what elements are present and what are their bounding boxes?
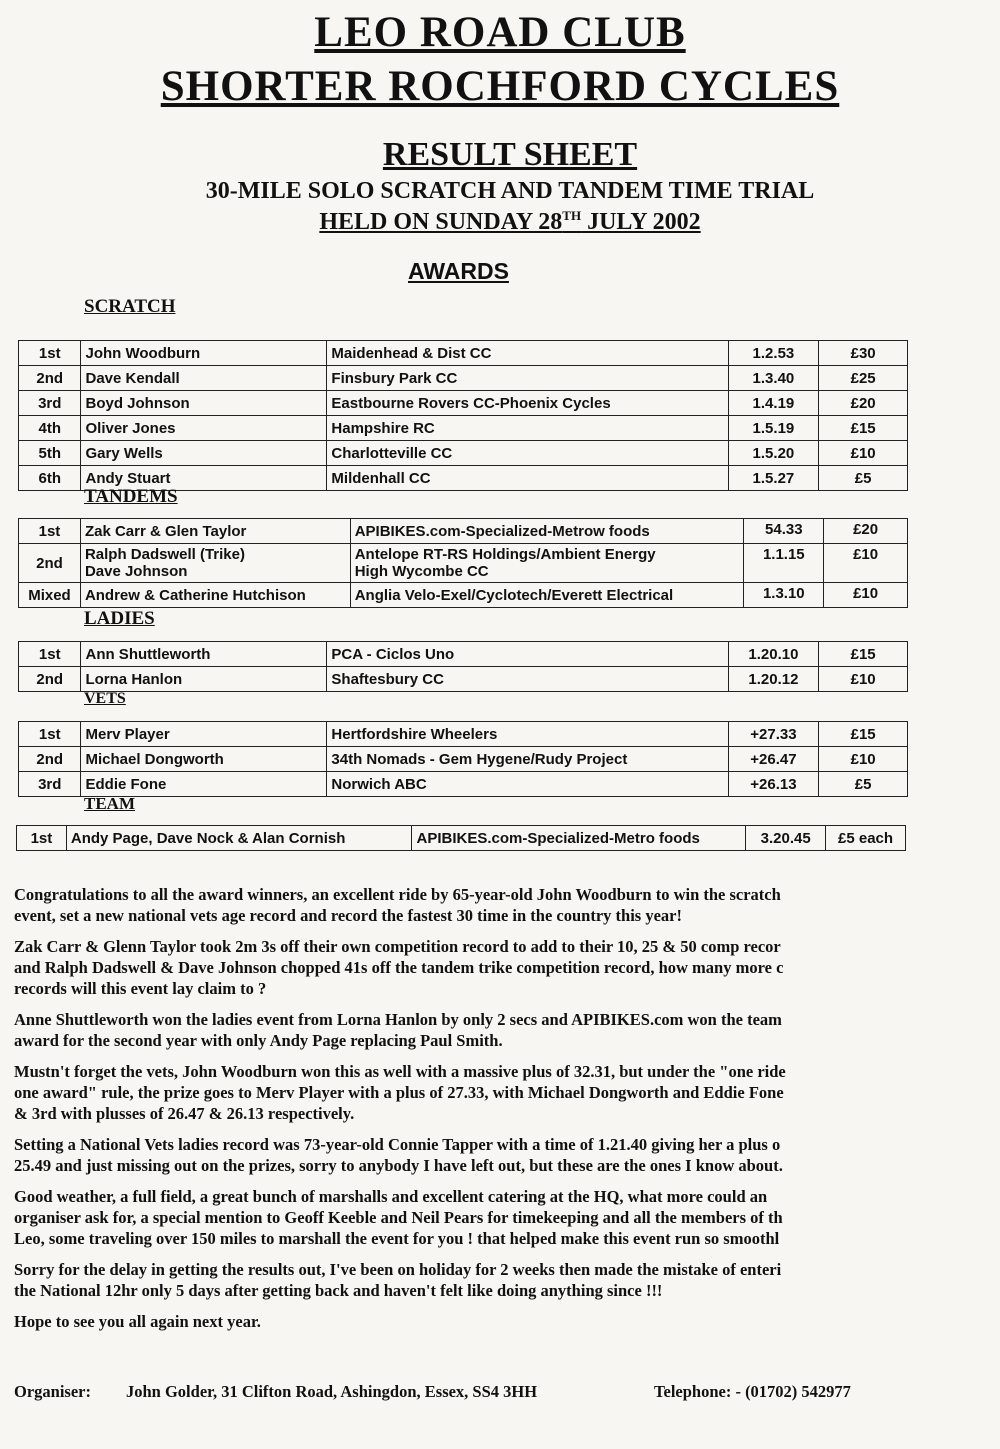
team-club: APIBIKES.com-Specialized-Metro foods [412, 826, 746, 851]
tandems-table [18, 518, 908, 608]
vets-table [18, 721, 908, 797]
prize-cell: £20 [824, 519, 908, 544]
table-row [19, 642, 908, 667]
commentary-paragraph [14, 1134, 984, 1176]
rider-name: Zak Carr & Glen Taylor [84, 522, 247, 540]
event-date [10, 208, 1000, 236]
club-cell: Finsbury Park CC [327, 366, 728, 391]
commentary-line: Hope to see you all again next year. [14, 1312, 261, 1331]
rider-cell: Boyd Johnson [81, 391, 327, 416]
organiser-phone: Telephone: - (01702) 542977 [654, 1382, 851, 1401]
table-row [19, 667, 908, 692]
rider-cell [80, 583, 350, 608]
table-row [19, 583, 908, 608]
club-cell [350, 583, 744, 608]
awards-heading: AWARDS [408, 258, 509, 284]
commentary-line: 25.49 and just missing out on the prizes, sorry to anybody I have left out, but these are the ones I know about. [14, 1156, 783, 1175]
commentary-paragraph [14, 1259, 984, 1301]
commentary-paragraph [14, 1009, 984, 1051]
club-name: Antelope RT-RS Holdings/Ambient Energy [354, 546, 656, 563]
time-cell: +26.47 [728, 747, 819, 772]
position-cell: 2nd [19, 667, 81, 692]
team-heading: TEAM [84, 794, 135, 813]
commentary-paragraph [14, 1061, 984, 1124]
rider-name: Ralph Dadswell (Trike) [84, 546, 245, 563]
prize-cell: £15 [819, 642, 908, 667]
rider-cell: Oliver Jones [81, 416, 327, 441]
rider-cell: Michael Dongworth [81, 747, 327, 772]
team-position: 1st [17, 826, 67, 851]
position-cell: 5th [19, 441, 81, 466]
table-row [17, 826, 906, 851]
club-cell: 34th Nomads - Gem Hygene/Rudy Project [327, 747, 728, 772]
vets-heading: VETS [84, 690, 126, 707]
commentary-line: organiser ask for, a special mention to Geoff Keeble and Neil Pears for timekeeping and all the members of th [14, 1208, 783, 1227]
organiser-label: Organiser: [14, 1382, 91, 1401]
sponsor-title: SHORTER ROCHFORD CYCLES [160, 63, 840, 110]
club-cell: Hampshire RC [327, 416, 728, 441]
rider-cell: Dave Kendall [81, 366, 327, 391]
table-row [19, 747, 908, 772]
event-date-sup: TH [562, 208, 582, 223]
time-cell: 1.3.40 [728, 366, 819, 391]
commentary-line: the National 12hr only 5 days after getting back and haven't felt like doing anything since !!! [14, 1281, 663, 1300]
position-cell: 4th [19, 416, 81, 441]
prize-cell: £15 [819, 722, 908, 747]
time-cell: +26.13 [728, 772, 819, 797]
rider-cell [80, 544, 350, 583]
commentary-line: Sorry for the delay in getting the results out, I've been on holiday for 2 weeks then made the mistake of enteri [14, 1260, 782, 1279]
club-cell: Charlotteville CC [327, 441, 728, 466]
team-time: 3.20.45 [746, 826, 826, 851]
club-cell: Shaftesbury CC [327, 667, 728, 692]
table-row [19, 366, 908, 391]
team-table [16, 825, 906, 851]
club-name: APIBIKES.com-Specialized-Metrow foods [354, 522, 650, 540]
club-cell: PCA - Ciclos Uno [327, 642, 728, 667]
prize-cell: £10 [819, 747, 908, 772]
club-cell: Norwich ABC [327, 772, 728, 797]
commentary-line: Good weather, a full field, a great bunch of marshalls and excellent catering at the HQ, what more could an [14, 1187, 768, 1206]
position-cell: 2nd [19, 366, 81, 391]
commentary-line: Setting a National Vets ladies record was 73-year-old Connie Tapper with a time of 1.21.40 giving her a plus o [14, 1135, 781, 1154]
position-cell: 3rd [19, 772, 81, 797]
rider-cell: John Woodburn [81, 341, 327, 366]
prize-cell: £5 [819, 772, 908, 797]
prize-cell: £10 [819, 667, 908, 692]
commentary-line: & 3rd with plusses of 26.47 & 26.13 respectively. [14, 1104, 355, 1123]
prize-cell: £25 [819, 366, 908, 391]
prize-cell: £20 [819, 391, 908, 416]
commentary-line: Anne Shuttleworth won the ladies event from Lorna Hanlon by only 2 secs and APIBIKES.com won the team [14, 1010, 782, 1029]
prize-cell: £30 [819, 341, 908, 366]
table-row [19, 391, 908, 416]
club-title: LEO ROAD CLUB [314, 9, 686, 56]
rider-name-2: Dave Johnson [84, 563, 188, 580]
position-cell: 6th [19, 466, 81, 491]
position-cell: 1st [19, 341, 81, 366]
organiser-address: John Golder, 31 Clifton Road, Ashingdon, Essex, SS4 3HH [126, 1382, 538, 1401]
commentary-paragraph [14, 1311, 984, 1332]
rider-cell: Ann Shuttleworth [81, 642, 327, 667]
rider-cell: Lorna Hanlon [81, 667, 327, 692]
rider-cell: Merv Player [81, 722, 327, 747]
event-date-suffix: JULY 2002 [581, 209, 701, 235]
team-prize: £5 each [826, 826, 906, 851]
club-cell: Maidenhead & Dist CC [327, 341, 728, 366]
club-cell [350, 544, 744, 583]
time-cell: +27.33 [728, 722, 819, 747]
position-cell: 1st [19, 642, 81, 667]
time-cell: 54.33 [744, 519, 824, 544]
table-row [19, 722, 908, 747]
commentary-line: award for the second year with only Andy Page replacing Paul Smith. [14, 1031, 503, 1050]
position-cell: 2nd [19, 747, 81, 772]
table-row [19, 544, 908, 583]
prize-cell: £10 [824, 544, 908, 583]
commentary [14, 884, 984, 1342]
commentary-line: event, set a new national vets age record and record the fastest 30 time in the country this year! [14, 906, 682, 925]
event-name: 30-MILE SOLO SCRATCH AND TANDEM TIME TRIAL [205, 178, 815, 204]
table-row [19, 519, 908, 544]
time-cell: 1.3.10 [744, 583, 824, 608]
scratch-table [18, 340, 908, 491]
position-cell: 2nd [19, 544, 81, 583]
organiser-footer [14, 1382, 984, 1402]
commentary-line: records will this event lay claim to ? [14, 979, 267, 998]
time-cell: 1.5.19 [728, 416, 819, 441]
time-cell: 1.4.19 [728, 391, 819, 416]
rider-cell: Andy Stuart [81, 466, 327, 491]
table-row [19, 341, 908, 366]
rider-cell [80, 519, 350, 544]
table-row [19, 416, 908, 441]
time-cell: 1.20.10 [728, 642, 819, 667]
club-name: Anglia Velo-Exel/Cyclotech/Everett Electrical [354, 586, 674, 604]
commentary-line: one award" rule, the prize goes to Merv Player with a plus of 27.33, with Michael Dongworth and Eddie Fone [14, 1083, 784, 1102]
result-sheet-heading: RESULT SHEET [382, 136, 638, 173]
commentary-line: Congratulations to all the award winners, an excellent ride by 65-year-old John Woodburn to win the scratch [14, 885, 781, 904]
club-name-2: High Wycombe CC [354, 563, 489, 580]
rider-cell: Eddie Fone [81, 772, 327, 797]
ladies-heading: LADIES [84, 608, 155, 629]
commentary-paragraph [14, 1186, 984, 1249]
prize-cell: £15 [819, 416, 908, 441]
prize-cell: £10 [819, 441, 908, 466]
table-row [19, 441, 908, 466]
time-cell: 1.5.27 [728, 466, 819, 491]
time-cell: 1.20.12 [728, 667, 819, 692]
commentary-paragraph [14, 884, 984, 926]
commentary-line: Mustn't forget the vets, John Woodburn won this as well with a massive plus of 32.31, but under the "one ride [14, 1062, 786, 1081]
scratch-heading: SCRATCH [84, 296, 176, 317]
club-cell [350, 519, 744, 544]
position-cell: 1st [19, 722, 81, 747]
table-row [19, 772, 908, 797]
commentary-line: and Ralph Dadswell & Dave Johnson chopped 41s off the tandem trike competition record, how many more c [14, 958, 784, 977]
team-riders: Andy Page, Dave Nock & Alan Cornish [66, 826, 412, 851]
position-cell: 3rd [19, 391, 81, 416]
commentary-paragraph [14, 936, 984, 999]
club-cell: Hertfordshire Wheelers [327, 722, 728, 747]
club-cell: Eastbourne Rovers CC-Phoenix Cycles [327, 391, 728, 416]
time-cell: 1.1.15 [744, 544, 824, 583]
commentary-line: Zak Carr & Glenn Taylor took 2m 3s off their own competition record to add to their 10, 25 & 50 comp recor [14, 937, 781, 956]
ladies-table [18, 641, 908, 692]
rider-cell: Gary Wells [81, 441, 327, 466]
time-cell: 1.2.53 [728, 341, 819, 366]
club-cell: Mildenhall CC [327, 466, 728, 491]
prize-cell: £5 [819, 466, 908, 491]
position-cell: 1st [19, 519, 81, 544]
rider-name: Andrew & Catherine Hutchison [84, 586, 306, 604]
position-cell: Mixed [19, 583, 81, 608]
commentary-line: Leo, some traveling over 150 miles to marshall the event for you ! that helped make this event run so smoothl [14, 1229, 780, 1248]
prize-cell: £10 [824, 583, 908, 608]
tandems-heading: TANDEMS [84, 486, 178, 507]
time-cell: 1.5.20 [728, 441, 819, 466]
event-date-prefix: HELD ON SUNDAY 28 [319, 209, 563, 235]
